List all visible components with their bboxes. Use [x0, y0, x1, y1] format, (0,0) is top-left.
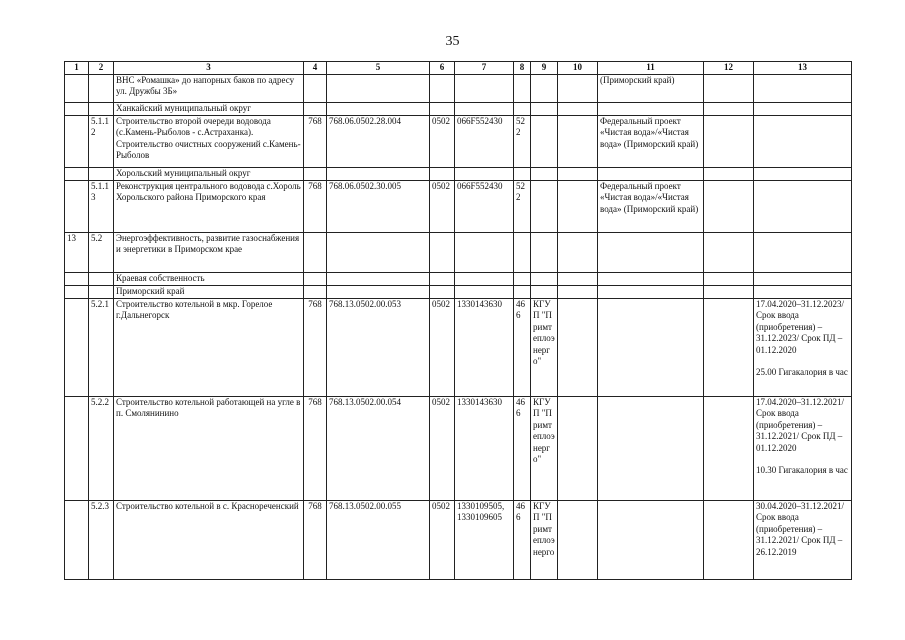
project-cell	[598, 298, 704, 396]
empty-cell	[455, 102, 514, 115]
empty-cell	[304, 102, 327, 115]
empty-cell	[304, 272, 327, 285]
empty-cell	[304, 285, 327, 298]
empty-cell	[558, 102, 598, 115]
empty-cell	[598, 102, 704, 115]
empty-cell	[754, 167, 852, 180]
empty-cell	[704, 167, 754, 180]
empty-cell	[327, 285, 430, 298]
organization-cell	[531, 180, 558, 232]
schedule-cell	[754, 180, 852, 232]
column-header: 7	[455, 62, 514, 75]
item-code-cell: 5.2.3	[89, 500, 114, 579]
row-number-cell	[65, 500, 89, 579]
empty-cell	[704, 285, 754, 298]
capacity-value: 10.30 Гигакалория в час	[756, 465, 848, 475]
column-10-cell	[558, 500, 598, 579]
column-12-cell	[704, 115, 754, 167]
schedule-cell	[754, 115, 852, 167]
column-10-cell	[558, 298, 598, 396]
empty-cell	[531, 167, 558, 180]
item-code-cell	[89, 285, 114, 298]
empty-cell	[558, 272, 598, 285]
schedule-cell	[754, 500, 852, 579]
row-number-cell	[65, 396, 89, 500]
organization-cell: КГУП "Примтеплоэнерго	[531, 500, 558, 579]
target-article-cell: 1330109505, 1330109605	[455, 500, 514, 579]
column-header: 13	[754, 62, 852, 75]
budget-code-cell: 768.13.0502.00.053	[327, 298, 430, 396]
empty-cell	[754, 272, 852, 285]
column-header: 4	[304, 62, 327, 75]
column-10-cell	[558, 74, 598, 102]
item-code-cell	[89, 74, 114, 102]
column-12-cell	[704, 74, 754, 102]
expense-type-cell: 466	[514, 500, 531, 579]
row-number-cell	[65, 115, 89, 167]
budget-code-cell	[327, 74, 430, 102]
row-number-cell: 13	[65, 232, 89, 272]
item-code-cell: 5.2	[89, 232, 114, 272]
target-article-cell: 1330143630	[455, 396, 514, 500]
target-article-cell: 066F552430	[455, 115, 514, 167]
section-code-cell: 0502	[430, 180, 455, 232]
empty-cell	[704, 102, 754, 115]
organization-cell: КГУП "Примтеплоэнерго"	[531, 298, 558, 396]
column-header: 3	[114, 62, 304, 75]
column-header: 8	[514, 62, 531, 75]
column-10-cell	[558, 115, 598, 167]
empty-cell	[531, 102, 558, 115]
description-cell: Строительство второй очереди водовода (с.Камень-Рыболов - с.Астраханка). Строительство очистных сооружений с.Камень-Рыболов	[114, 115, 304, 167]
header-row	[65, 62, 852, 75]
table-row	[65, 74, 852, 102]
column-header: 6	[430, 62, 455, 75]
budget-table	[64, 61, 852, 580]
section-row	[65, 167, 852, 180]
empty-cell	[754, 285, 852, 298]
empty-cell	[558, 285, 598, 298]
row-number-cell	[65, 180, 89, 232]
row-number-cell	[65, 74, 89, 102]
item-code-cell: 5.1.12	[89, 115, 114, 167]
department-code-cell: 768	[304, 180, 327, 232]
budget-code-cell: 768.13.0502.00.055	[327, 500, 430, 579]
table-row	[65, 500, 852, 579]
empty-cell	[430, 285, 455, 298]
column-header: 12	[704, 62, 754, 75]
column-12-cell	[704, 500, 754, 579]
organization-cell	[531, 232, 558, 272]
empty-cell	[430, 167, 455, 180]
table-row	[65, 298, 852, 396]
empty-cell	[430, 272, 455, 285]
section-code-cell: 0502	[430, 298, 455, 396]
item-code-cell: 5.1.13	[89, 180, 114, 232]
expense-type-cell: 522	[514, 180, 531, 232]
schedule-cell	[754, 298, 852, 396]
expense-type-cell	[514, 74, 531, 102]
column-12-cell	[704, 298, 754, 396]
cell-spacer	[756, 454, 849, 465]
section-row	[65, 102, 852, 115]
organization-cell: КГУП "Примтеплоэнерго"	[531, 396, 558, 500]
cell-spacer	[756, 356, 849, 367]
description-cell: Ханкайский муниципальный округ	[114, 102, 304, 115]
project-cell: (Приморский край)	[598, 74, 704, 102]
column-header: 11	[598, 62, 704, 75]
empty-cell	[558, 167, 598, 180]
column-10-cell	[558, 232, 598, 272]
empty-cell	[598, 272, 704, 285]
budget-code-cell: 768.06.0502.30.005	[327, 180, 430, 232]
empty-cell	[327, 102, 430, 115]
table-row	[65, 396, 852, 500]
column-10-cell	[558, 180, 598, 232]
empty-cell	[327, 167, 430, 180]
row-number-cell	[65, 167, 89, 180]
expense-type-cell	[514, 232, 531, 272]
department-code-cell: 768	[304, 500, 327, 579]
department-code-cell	[304, 232, 327, 272]
project-cell	[598, 396, 704, 500]
empty-cell	[531, 272, 558, 285]
empty-cell	[704, 272, 754, 285]
schedule-dates: 30.04.2020–31.12.2021/ Срок ввода (приобретения) – 31.12.2021/ Срок ПД – 26.12.2019	[756, 500, 845, 557]
description-cell: Реконструкция центрального водовода с.Хороль Хорольского района Приморского края	[114, 180, 304, 232]
table-row	[65, 115, 852, 167]
target-article-cell	[455, 232, 514, 272]
empty-cell	[598, 167, 704, 180]
capacity-value: 25.00 Гигакалория в час	[756, 367, 848, 377]
description-cell: Строительство котельной в мкр. Горелое г.Дальнегорск	[114, 298, 304, 396]
expense-type-cell: 466	[514, 396, 531, 500]
page-number: 35	[445, 34, 460, 49]
row-number-cell	[65, 272, 89, 285]
section-code-cell	[430, 74, 455, 102]
item-code-cell: 5.2.1	[89, 298, 114, 396]
target-article-cell: 1330143630	[455, 298, 514, 396]
project-cell	[598, 500, 704, 579]
empty-cell	[514, 167, 531, 180]
item-code-cell	[89, 102, 114, 115]
empty-cell	[430, 102, 455, 115]
budget-code-cell: 768.06.0502.28.004	[327, 115, 430, 167]
empty-cell	[455, 167, 514, 180]
description-cell: ВНС «Ромашка» до напорных баков по адресу ул. Дружбы 3Б»	[114, 74, 304, 102]
description-cell: Краевая собственность	[114, 272, 304, 285]
column-header: 10	[558, 62, 598, 75]
empty-cell	[455, 272, 514, 285]
empty-cell	[514, 272, 531, 285]
item-code-cell	[89, 272, 114, 285]
department-code-cell	[304, 74, 327, 102]
project-cell	[598, 232, 704, 272]
row-number-cell	[65, 102, 89, 115]
project-cell: Федеральный проект «Чистая вода»/«Чистая вода» (Приморский край)	[598, 115, 704, 167]
empty-cell	[514, 102, 531, 115]
column-header: 2	[89, 62, 114, 75]
column-12-cell	[704, 180, 754, 232]
schedule-dates: 17.04.2020–31.12.2021/ Срок ввода (приобретения) – 31.12.2021/ Срок ПД – 01.12.2020	[756, 396, 845, 453]
schedule-cell	[754, 74, 852, 102]
organization-cell	[531, 74, 558, 102]
section-code-cell	[430, 232, 455, 272]
column-12-cell	[704, 396, 754, 500]
description-cell: Приморский край	[114, 285, 304, 298]
item-code-cell: 5.2.2	[89, 396, 114, 500]
schedule-cell	[754, 232, 852, 272]
target-article-cell	[455, 74, 514, 102]
column-header: 9	[531, 62, 558, 75]
section-code-cell: 0502	[430, 115, 455, 167]
empty-cell	[304, 167, 327, 180]
target-article-cell: 066F552430	[455, 180, 514, 232]
budget-code-cell: 768.13.0502.00.054	[327, 396, 430, 500]
description-cell: Строительство котельной работающей на угле в п. Смолянинино	[114, 396, 304, 500]
empty-cell	[514, 285, 531, 298]
section-code-cell: 0502	[430, 396, 455, 500]
empty-cell	[598, 285, 704, 298]
department-code-cell: 768	[304, 298, 327, 396]
section-row	[65, 285, 852, 298]
expense-type-cell: 466	[514, 298, 531, 396]
schedule-dates: 17.04.2020–31.12.2023/ Срок ввода (приобретения) – 31.12.2023/ Срок ПД – 01.12.2020	[756, 298, 845, 355]
table-row	[65, 180, 852, 232]
department-code-cell: 768	[304, 396, 327, 500]
table-row	[65, 232, 852, 272]
description-cell: Хорольский муниципальный округ	[114, 167, 304, 180]
expense-type-cell: 522	[514, 115, 531, 167]
section-row	[65, 272, 852, 285]
description-cell: Строительство котельной в с. Краснореченский	[114, 500, 304, 579]
empty-cell	[455, 285, 514, 298]
empty-cell	[327, 272, 430, 285]
budget-code-cell	[327, 232, 430, 272]
schedule-cell	[754, 396, 852, 500]
organization-cell	[531, 115, 558, 167]
item-code-cell	[89, 167, 114, 180]
column-12-cell	[704, 232, 754, 272]
column-header: 1	[65, 62, 89, 75]
row-number-cell	[65, 298, 89, 396]
empty-cell	[754, 102, 852, 115]
column-10-cell	[558, 396, 598, 500]
department-code-cell: 768	[304, 115, 327, 167]
description-cell: Энергоэффективность, развитие газоснабжения и энергетики в Приморском крае	[114, 232, 304, 272]
project-cell: Федеральный проект «Чистая вода»/«Чистая вода» (Приморский край)	[598, 180, 704, 232]
row-number-cell	[65, 285, 89, 298]
column-header: 5	[327, 62, 430, 75]
empty-cell	[531, 285, 558, 298]
section-code-cell: 0502	[430, 500, 455, 579]
